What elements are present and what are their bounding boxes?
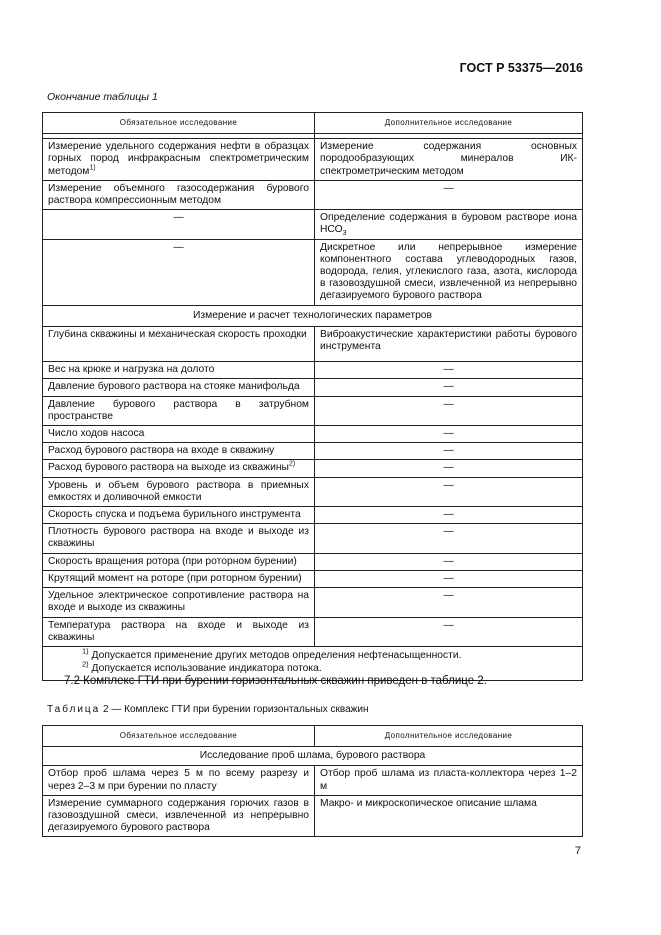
footnote-1: [48, 646, 577, 663]
footnote-text: Допускается использование индикатора потока.: [88, 662, 322, 674]
cell-additional: —: [315, 426, 583, 443]
column-header-additional: Дополнительное исследование: [315, 726, 583, 747]
table-row: [43, 326, 583, 361]
footnote-mark: 1): [82, 646, 89, 656]
section-title: Измерение и расчет технологических параметров: [43, 305, 583, 326]
cell-additional: Отбор проб шлама из пласта-коллектора через 1–2 м: [315, 766, 583, 795]
cell-text: Давление бурового раствора на стояке манифольда: [48, 381, 300, 393]
cell-text: Удельное электрическое сопротивление раствора на входе и выходе из скважины: [48, 590, 309, 614]
cell-additional: —: [315, 524, 583, 553]
footnote-2: [48, 659, 577, 676]
table-row: [43, 524, 583, 553]
cell-additional: Измерение содержания основных породообразующих минералов ИК-спектрометрическим методом: [315, 139, 583, 181]
cell-text: Уровень и объем бурового раствора в приемных емкостях и доливочной емкости: [48, 479, 309, 503]
cell-mandatory: —: [43, 210, 315, 239]
cell-mandatory: [43, 139, 315, 181]
cell-text: Давление бурового раствора в затрубном пространстве: [48, 398, 309, 422]
column-header-mandatory: Обязательное исследование: [43, 113, 315, 134]
document-header: ГОСТ Р 53375—2016: [459, 61, 583, 75]
cell-mandatory: [43, 524, 315, 553]
table-2-caption: [47, 704, 368, 715]
cell-additional: —: [315, 570, 583, 587]
cell-additional: —: [315, 362, 583, 379]
column-header-additional: Дополнительное исследование: [315, 113, 583, 134]
table-row: [43, 139, 583, 181]
table-2: [42, 725, 583, 837]
caption-text: 2 — Комплекс ГТИ при бурении горизонтальных скважин: [100, 704, 369, 715]
cell-mandatory: [43, 426, 315, 443]
cell-mandatory: Глубина скважины и механическая скорость проходки: [43, 326, 315, 361]
page-number: 7: [574, 845, 581, 857]
paragraph-7-2: 7.2 Комплекс ГТИ при бурении горизонтальных скважин приведен в таблице 2.: [64, 675, 487, 687]
cell-text: Определение содержания в буровом растворе иона НСО: [320, 212, 577, 236]
cell-mandatory: [43, 460, 315, 477]
cell-text: Измерение удельного содержания нефти в образцах горных пород инфракрасным спектрометрическим методом: [48, 141, 309, 177]
footnote-ref: 2): [288, 461, 296, 469]
section-row: [43, 305, 583, 326]
table-row: [43, 795, 583, 837]
footnote-mark: 2): [82, 659, 89, 669]
section-title: Исследование проб шлама, бурового раствора: [43, 747, 583, 766]
cell-mandatory: [43, 553, 315, 570]
cell-mandatory: [43, 507, 315, 524]
cell-mandatory: [43, 617, 315, 646]
cell-additional: —: [315, 588, 583, 617]
footnote-ref: 1): [89, 164, 96, 172]
cell-mandatory: [43, 396, 315, 425]
cell-mandatory: [43, 362, 315, 379]
cell-mandatory: —: [43, 239, 315, 305]
cell-mandatory: [43, 588, 315, 617]
subscript: 3: [342, 230, 347, 238]
cell-mandatory: [43, 477, 315, 506]
cell-additional: —: [315, 379, 583, 396]
cell-additional: —: [315, 477, 583, 506]
section-row: [43, 747, 583, 766]
cell-additional: [315, 210, 583, 239]
cell-text: Температура раствора на входе и выходе из скважины: [48, 619, 309, 643]
table-row: [43, 570, 583, 587]
table-row: [43, 210, 583, 239]
table-row: [43, 588, 583, 617]
cell-text: Скорость вращения ротора (при роторном бурении): [48, 555, 297, 567]
table-1: [42, 112, 583, 681]
table-header-row: [43, 726, 583, 747]
cell-additional: —: [315, 553, 583, 570]
cell-text: Расход бурового раствора на входе в скважину: [48, 445, 275, 457]
cell-additional: —: [315, 460, 583, 477]
table-row: [43, 362, 583, 379]
table-row: [43, 396, 583, 425]
column-header-mandatory: Обязательное исследование: [43, 726, 315, 747]
cell-additional: —: [315, 396, 583, 425]
cell-text: Расход бурового раствора на выходе из скважины: [48, 462, 289, 474]
table-row: [43, 766, 583, 795]
table-row: [43, 460, 583, 477]
table-row: [43, 553, 583, 570]
cell-text: Число ходов насоса: [48, 428, 145, 440]
table-row: [43, 379, 583, 396]
cell-mandatory: [43, 570, 315, 587]
cell-additional: —: [315, 617, 583, 646]
table-row: [43, 443, 583, 460]
cell-additional: Виброакустические характеристики работы бурового инструмента: [315, 326, 583, 361]
cell-text: Скорость спуска и подъема бурильного инструмента: [48, 509, 301, 521]
cell-additional: —: [315, 180, 583, 209]
cell-mandatory: Измерение суммарного содержания горючих газов в газовоздушной смеси, извлеченной из непрерывно дегазируемого бурового раствора: [43, 795, 315, 837]
cell-mandatory: Отбор проб шлама через 5 м по всему разрезу и через 2–3 м при бурении по пласту: [43, 766, 315, 795]
cell-additional: —: [315, 507, 583, 524]
cell-text: Плотность бурового раствора на входе и выходе из скважины: [48, 526, 309, 550]
table-row: [43, 239, 583, 305]
table-row: [43, 477, 583, 506]
cell-additional: Дискретное или непрерывное измерение компонентного состава углеводородных газов, водорода, гелия, углекислого газа, азота, кислорода в газовоздушной смеси, извлеченной из непрерывно дегазируемого бурового раствора: [315, 239, 583, 305]
table-row: [43, 180, 583, 209]
cell-text: Крутящий момент на роторе (при роторном бурении): [48, 572, 302, 584]
table-continuation-caption: Окончание таблицы 1: [47, 91, 158, 103]
table-header-row: [43, 113, 583, 134]
cell-additional: Макро- и микроскопическое описание шлама: [315, 795, 583, 837]
table-row: [43, 507, 583, 524]
footnote-text: Допускается применение других методов определения нефтенасыщенности.: [88, 649, 462, 661]
caption-label: Таблица: [47, 704, 101, 715]
table-row: [43, 617, 583, 646]
cell-mandatory: [43, 379, 315, 396]
table-row: [43, 426, 583, 443]
cell-additional: —: [315, 443, 583, 460]
cell-mandatory: Измерение объемного газосодержания бурового раствора компрессионным методом: [43, 180, 315, 209]
cell-text: Вес на крюке и нагрузка на долото: [48, 364, 215, 376]
cell-mandatory: [43, 443, 315, 460]
